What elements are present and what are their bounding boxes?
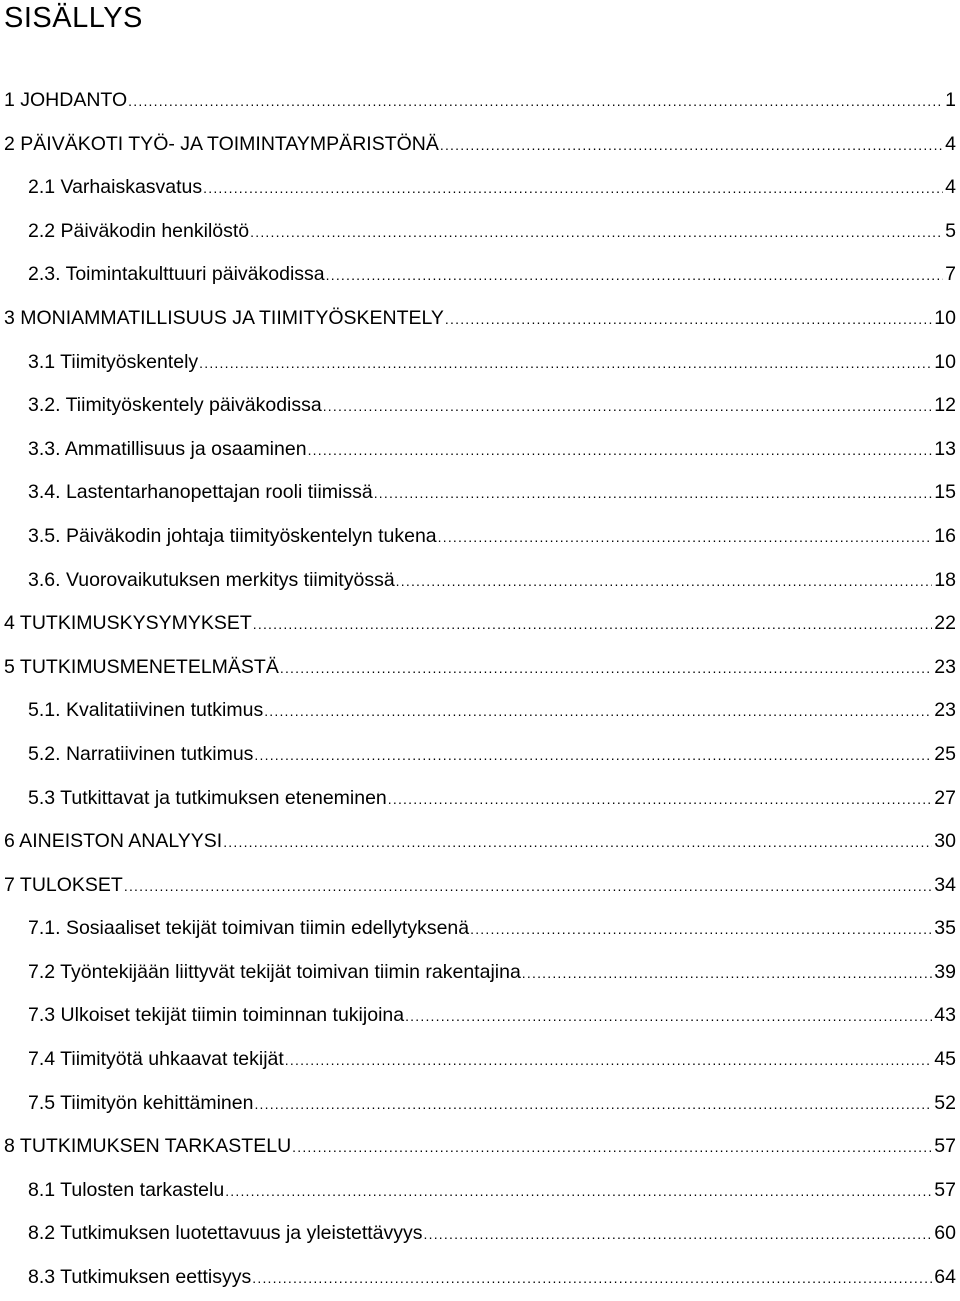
toc-dot-leader [522,952,933,996]
toc-dot-leader [326,254,944,298]
toc-entry[interactable] [0,733,960,777]
toc-dot-leader [424,1213,933,1257]
toc-entry-label: 2.2 Päiväkodin henkilöstö [28,219,250,242]
toc-page-number: 16 [934,524,956,547]
toc-entry[interactable] [0,689,960,733]
toc-entry[interactable] [0,864,960,908]
toc-dot-leader [203,167,943,211]
toc-entry-label: 3.4. Lastentarhanopettajan rooli tiimissä [28,481,373,504]
toc-entry-label: 7.4 Tiimityötä uhkaavat tekijät [28,1048,284,1071]
toc-entry-label: 7.2 Työntekijään liittyvät tekijät toimivan tiimin rakentajina [28,960,521,983]
toc-entry[interactable] [0,602,960,646]
toc-entry[interactable] [0,253,960,297]
toc-entry[interactable] [0,123,960,167]
toc-dot-leader [254,734,932,778]
toc-page-number: 35 [934,917,956,940]
toc-entry[interactable] [0,994,960,1038]
toc-entry[interactable] [0,820,960,864]
toc-entry[interactable] [0,559,960,603]
toc-entry-label: 1 JOHDANTO [4,89,128,111]
toc-entry[interactable] [0,1038,960,1082]
toc-entry-label: 2.1 Varhaiskasvatus [28,176,203,199]
toc-dot-leader [470,908,932,952]
toc-dot-leader [223,821,932,865]
toc-entry[interactable] [0,384,960,428]
toc-dot-leader [250,211,943,255]
toc-entry[interactable] [0,297,960,341]
toc-page-number: 10 [934,350,956,373]
toc-page-number: 60 [934,1222,956,1245]
toc-entry-label: 3.5. Päiväkodin johtaja tiimityöskentelyn tukena [28,524,437,547]
toc-page-number: 23 [934,699,956,722]
toc-entry[interactable] [0,428,960,472]
toc-entry[interactable] [0,1256,960,1300]
toc-dot-leader [396,560,933,604]
toc-page-number: 52 [934,1091,956,1114]
toc-dot-leader [252,1257,932,1301]
toc-entry[interactable] [0,79,960,123]
toc-entry-label: 3.1 Tiimityöskentely [28,350,199,373]
toc-page-number: 4 [945,132,956,155]
toc-entry[interactable] [0,951,960,995]
toc-entry-label: 7 TULOKSET [4,873,123,896]
toc-entry[interactable] [0,907,960,951]
toc-entry[interactable] [0,1082,960,1126]
toc-dot-leader [199,342,932,386]
toc-page-number: 1 [945,89,956,111]
toc-entry[interactable] [0,471,960,515]
toc-page-number: 4 [945,176,956,199]
toc-dot-leader [445,298,932,342]
toc-page-number: 45 [934,1048,956,1071]
toc-dot-leader [374,472,933,516]
toc-page-number: 34 [934,873,956,896]
toc-page-number: 43 [934,1004,956,1027]
toc-page-number: 13 [934,437,956,460]
toc-entry-label: 5.3 Tutkittavat ja tutkimuksen eteneminen [28,786,387,809]
toc-entry-label: 3 MONIAMMATILLISUUS JA TIIMITYÖSKENTELY [4,306,444,329]
toc-entry-label: 4 TUTKIMUSKYSYMYKSET [4,612,252,635]
toc-entry-label: 3.2. Tiimityöskentely päiväkodissa [28,394,322,417]
toc-entry[interactable] [0,166,960,210]
toc-page-number: 5 [945,219,956,242]
toc-dot-leader [225,1170,932,1214]
toc-entry[interactable] [0,341,960,385]
toc-dot-leader [254,1083,932,1127]
toc-page-number: 57 [934,1178,956,1201]
toc-page-number: 57 [934,1135,956,1158]
toc-entry-label: 5.2. Narratiivinen tutkimus [28,742,254,765]
toc-entry-label: 2 PÄIVÄKOTI TYÖ- JA TOIMINTAYMPÄRISTÖNÄ [4,132,439,155]
toc-entry-label: 8.2 Tutkimuksen luotettavuus ja yleistettävyys [28,1222,423,1245]
toc-page-number: 12 [934,394,956,417]
toc-entry-label: 7.1. Sosiaaliset tekijät toimivan tiimin edellytyksenä [28,917,470,940]
toc-dot-leader [388,778,933,822]
toc-dot-leader [128,80,943,124]
toc-page-number: 27 [934,786,956,809]
toc-dot-leader [323,385,933,429]
toc-page-number: 30 [934,830,956,853]
toc-entry-label: 3.3. Ammatillisuus ja osaaminen [28,437,307,460]
toc-entry-label: 5 TUTKIMUSMENETELMÄSTÄ [4,655,279,678]
toc-entry-label: 3.6. Vuorovaikutuksen merkitys tiimityössä [28,568,395,591]
toc-page-number: 10 [934,306,956,329]
toc-entry[interactable] [0,515,960,559]
toc-page-number: 15 [934,481,956,504]
toc-entry-label: 8 TUTKIMUKSEN TARKASTELU [4,1135,292,1158]
toc-entry-label: 8.3 Tutkimuksen eettisyys [28,1266,252,1289]
toc-entry-label: 7.3 Ulkoiset tekijät tiimin toiminnan tukijoina [28,1004,405,1027]
toc-dot-leader [292,1126,932,1170]
toc-entry-label: 6 AINEISTON ANALYYSI [4,830,223,853]
page-title: SISÄLLYS [4,2,143,34]
toc-entry[interactable] [0,210,960,254]
toc-entry-label: 7.5 Tiimityön kehittäminen [28,1091,254,1114]
toc-dot-leader [253,603,933,647]
toc-dot-leader [280,647,932,691]
toc-page-number: 22 [934,612,956,635]
table-of-contents [0,79,960,1300]
toc-dot-leader [308,429,933,473]
toc-entry-label: 2.3. Toimintakulttuuri päiväkodissa [28,263,325,286]
toc-dot-leader [440,124,943,168]
toc-entry[interactable] [0,1169,960,1213]
toc-page-number: 39 [934,960,956,983]
toc-dot-leader [405,995,932,1039]
toc-page-number: 23 [934,655,956,678]
toc-page-number: 25 [934,742,956,765]
toc-dot-leader [124,865,932,909]
toc-entry[interactable] [0,1212,960,1256]
toc-page-number: 18 [934,568,956,591]
toc-entry-label: 5.1. Kvalitatiivinen tutkimus [28,699,264,722]
toc-dot-leader [438,516,933,560]
toc-dot-leader [264,690,932,734]
toc-dot-leader [285,1039,933,1083]
toc-page-number: 64 [934,1266,956,1289]
toc-entry-label: 8.1 Tulosten tarkastelu [28,1178,225,1201]
toc-entry[interactable] [0,1125,960,1169]
toc-page-number: 7 [945,263,956,286]
toc-entry[interactable] [0,777,960,821]
toc-entry[interactable] [0,646,960,690]
